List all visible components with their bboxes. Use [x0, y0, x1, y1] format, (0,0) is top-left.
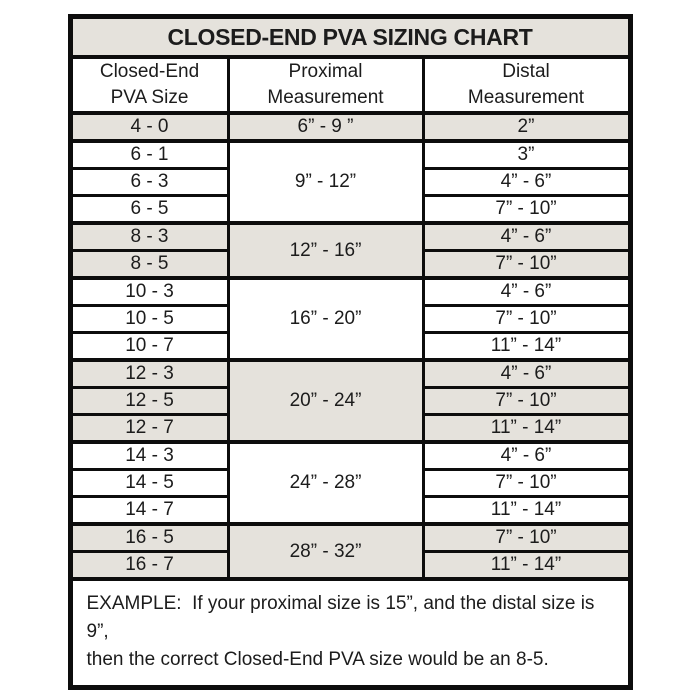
distal-cell: 7” - 10”: [423, 388, 630, 415]
distal-cell: 2”: [423, 113, 630, 141]
column-header-size-line2: PVA Size: [110, 87, 189, 108]
size-cell: 16 - 5: [70, 524, 228, 552]
distal-cell: 4” - 6”: [423, 223, 630, 251]
size-cell: 10 - 7: [70, 333, 228, 361]
size-cell: 14 - 3: [70, 442, 228, 470]
table-row: [70, 360, 630, 388]
column-header-proximal-line2: Measurement: [267, 87, 384, 108]
table-row: [70, 113, 630, 141]
distal-cell: 11” - 14”: [423, 552, 630, 580]
size-cell: 6 - 3: [70, 169, 228, 196]
column-header-distal: [423, 57, 630, 113]
table-row: [70, 141, 630, 169]
size-cell: 6 - 1: [70, 141, 228, 169]
table-row: [70, 442, 630, 470]
size-cell: 4 - 0: [70, 113, 228, 141]
distal-cell: 4” - 6”: [423, 442, 630, 470]
proximal-cell: 12” - 16”: [228, 223, 423, 278]
title-row: [70, 17, 630, 58]
proximal-cell: 20” - 24”: [228, 360, 423, 442]
distal-cell: 7” - 10”: [423, 306, 630, 333]
distal-cell: 3”: [423, 141, 630, 169]
size-cell: 6 - 5: [70, 196, 228, 224]
distal-cell: 11” - 14”: [423, 497, 630, 525]
size-cell: 14 - 5: [70, 470, 228, 497]
example-note: [70, 579, 630, 688]
proximal-cell: 28” - 32”: [228, 524, 423, 579]
sizing-table: [68, 14, 633, 690]
proximal-cell: 24” - 28”: [228, 442, 423, 524]
header-row: [70, 57, 630, 113]
example-line1: EXAMPLE: If your proximal size is 15”, and the distal size is 9”,: [86, 593, 600, 642]
distal-cell: 7” - 10”: [423, 524, 630, 552]
distal-cell: 11” - 14”: [423, 415, 630, 443]
size-cell: 14 - 7: [70, 497, 228, 525]
table-row: [70, 524, 630, 552]
size-cell: 12 - 5: [70, 388, 228, 415]
size-cell: 10 - 3: [70, 278, 228, 306]
column-header-size-line1: Closed-End: [99, 61, 200, 82]
table-row: [70, 278, 630, 306]
column-header-size: [70, 57, 228, 113]
size-cell: 12 - 3: [70, 360, 228, 388]
example-line2: then the correct Closed-End PVA size would be an 8-5.: [86, 649, 549, 670]
column-header-distal-line1: Distal: [502, 61, 550, 82]
distal-cell: 4” - 6”: [423, 360, 630, 388]
proximal-cell: 16” - 20”: [228, 278, 423, 360]
proximal-cell: 6” - 9 ”: [228, 113, 423, 141]
distal-cell: 4” - 6”: [423, 169, 630, 196]
distal-cell: 7” - 10”: [423, 251, 630, 279]
size-cell: 8 - 3: [70, 223, 228, 251]
distal-cell: 4” - 6”: [423, 278, 630, 306]
column-header-proximal-line1: Proximal: [288, 61, 363, 82]
distal-cell: 11” - 14”: [423, 333, 630, 361]
column-header-proximal: [228, 57, 423, 113]
size-cell: 8 - 5: [70, 251, 228, 279]
size-cell: 12 - 7: [70, 415, 228, 443]
column-header-distal-line2: Measurement: [467, 87, 585, 108]
size-cell: 16 - 7: [70, 552, 228, 580]
size-cell: 10 - 5: [70, 306, 228, 333]
chart-title: CLOSED-END PVA SIZING CHART: [70, 17, 630, 58]
proximal-cell: 9” - 12”: [228, 141, 423, 223]
distal-cell: 7” - 10”: [423, 196, 630, 224]
distal-cell: 7” - 10”: [423, 470, 630, 497]
example-row: [70, 579, 630, 688]
table-row: [70, 223, 630, 251]
